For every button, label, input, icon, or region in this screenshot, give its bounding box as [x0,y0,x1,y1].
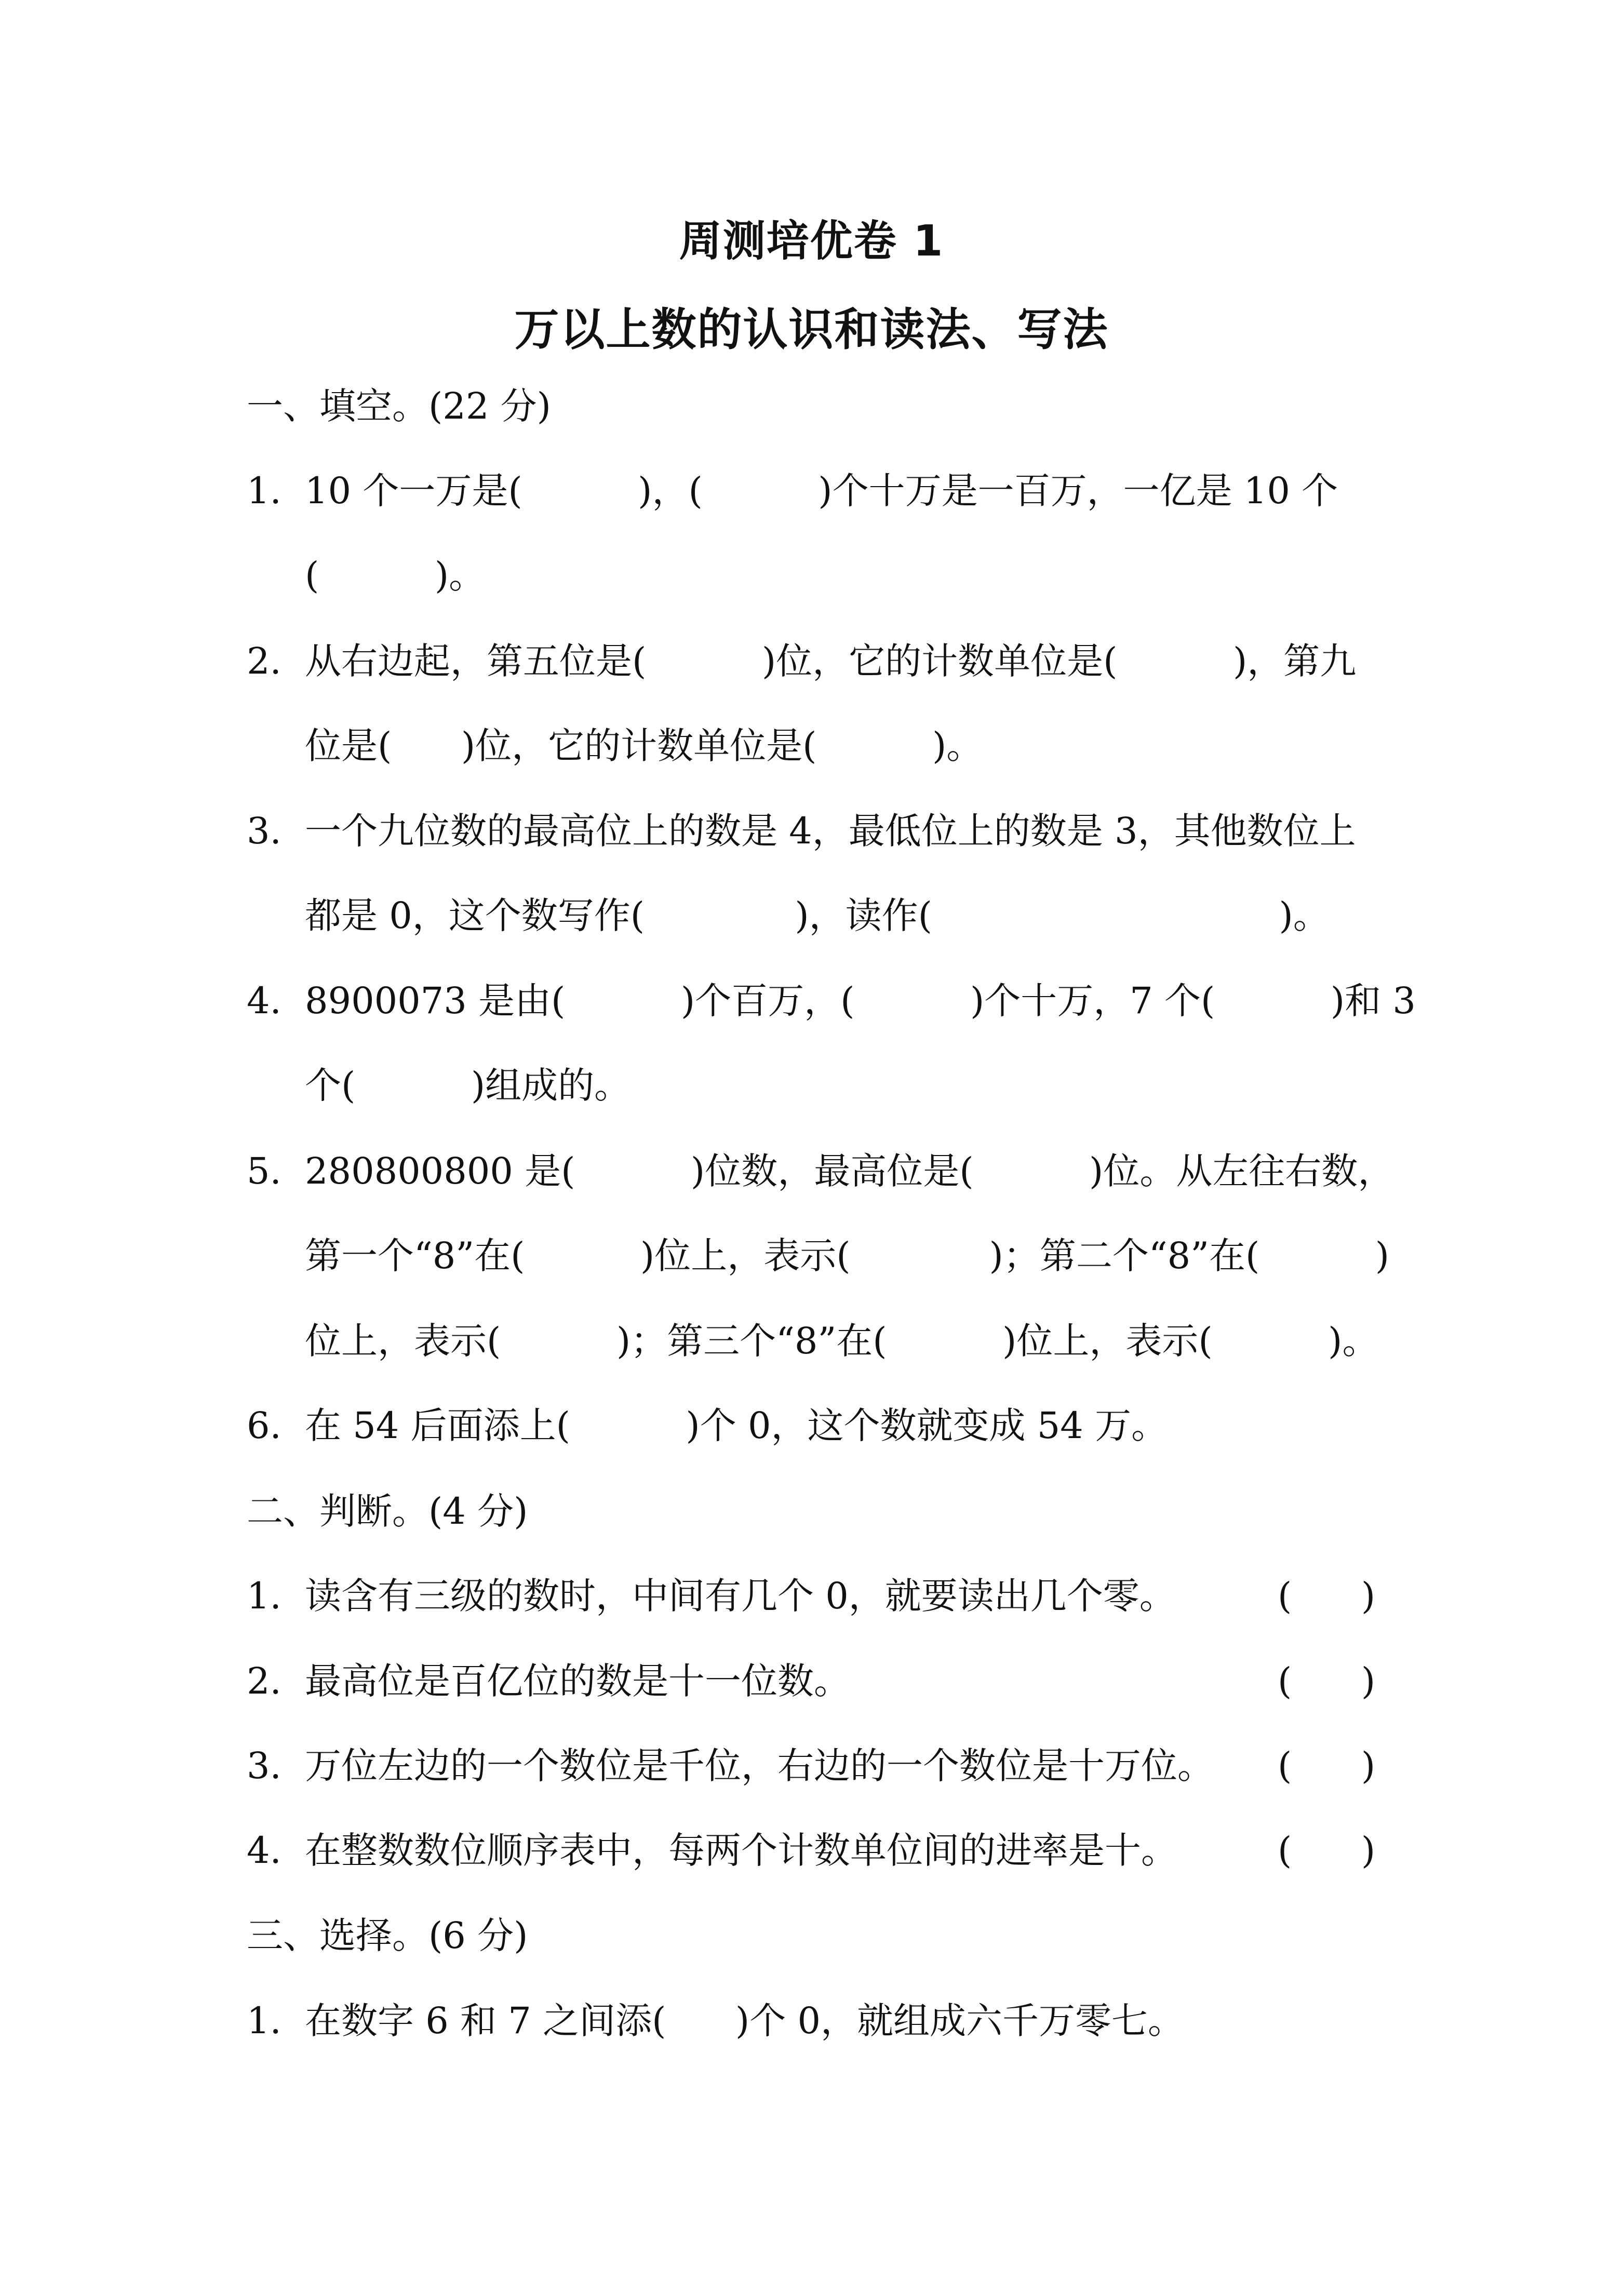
answer-bracket: ( ) [1278,1829,1376,1872]
question-1-5-continued: 第一个“8”在( )位上，表示( )；第二个“8”在( ) [305,1234,1390,1277]
judge-item-1 [0,1567,1623,1624]
question-1-3-continued: 都是 0，这个数写作( )，读作( )。 [305,894,1330,937]
question-1-3 [0,802,1623,860]
section-heading-fill-blank: 一、填空。(22 分) [247,385,551,427]
question-1-2 [0,633,1623,690]
question-text: 一个九位数的最高位上的数是 4，最低位上的数是 3，其他数位上 [305,810,1356,852]
question-text: 280800800 是( )位数，最高位是( )位。从左往右数， [305,1150,1394,1192]
judge-item-4 [0,1822,1623,1879]
judge-item-2 [0,1653,1623,1710]
question-number: 5. [247,1150,281,1192]
question-1-4 [0,972,1623,1029]
question-text: 10 个一万是( )，( )个十万是一百万，一亿是 10 个 [305,469,1338,512]
answer-bracket: ( ) [1278,1575,1376,1617]
question-number: 2. [247,640,281,682]
question-1-5 [0,1143,1623,1200]
question-1-5-continued-2: 位上，表示( )；第三个“8”在( )位上，表示( )。 [305,1320,1379,1362]
question-number: 3. [247,1744,281,1787]
question-number: 2. [247,1660,281,1702]
question-text: 读含有三级的数时，中间有几个 0，就要读出几个零。 [305,1575,1176,1617]
answer-bracket: ( ) [1278,1660,1376,1702]
choice-item-1 [0,1992,1623,2049]
question-number: 3. [247,810,281,852]
question-text: 最高位是百亿位的数是十一位数。 [305,1660,850,1702]
question-number: 1. [247,469,281,512]
question-text: 在数字 6 和 7 之间添( )个 0，就组成六千万零七。 [305,1999,1184,2042]
question-1-2-continued: 位是( )位，它的计数单位是( )。 [305,724,983,767]
question-text: 在整数数位顺序表中，每两个计数单位间的进率是十。 [305,1829,1177,1872]
judge-item-3 [0,1737,1623,1794]
question-text: 从右边起，第五位是( )位，它的计数单位是( )，第九 [305,640,1357,682]
question-text: 万位左边的一个数位是千位，右边的一个数位是十万位。 [305,1744,1214,1787]
question-1-1 [0,462,1623,519]
question-number: 1. [247,1575,281,1617]
question-1-1-continued: ( )。 [305,554,486,597]
question-number: 6. [247,1404,281,1447]
question-number: 4. [247,979,281,1022]
page-title: 周测培优卷 1 [679,217,944,266]
section-heading-multiple-choice: 三、选择。(6 分) [247,1914,528,1957]
question-text: 8900073 是由( )个百万，( )个十万，7 个( )和 3 [305,979,1416,1022]
question-1-4-continued: 个( )组成的。 [305,1064,631,1107]
section-heading-true-false: 二、判断。(4 分) [247,1490,528,1533]
question-text: 在 54 后面添上( )个 0，这个数就变成 54 万。 [305,1404,1168,1447]
question-number: 1. [247,1999,281,2042]
page-subtitle: 万以上数的认识和读法、写法 [514,304,1109,356]
answer-bracket: ( ) [1278,1744,1376,1787]
question-1-6 [0,1397,1623,1454]
question-number: 4. [247,1829,281,1872]
